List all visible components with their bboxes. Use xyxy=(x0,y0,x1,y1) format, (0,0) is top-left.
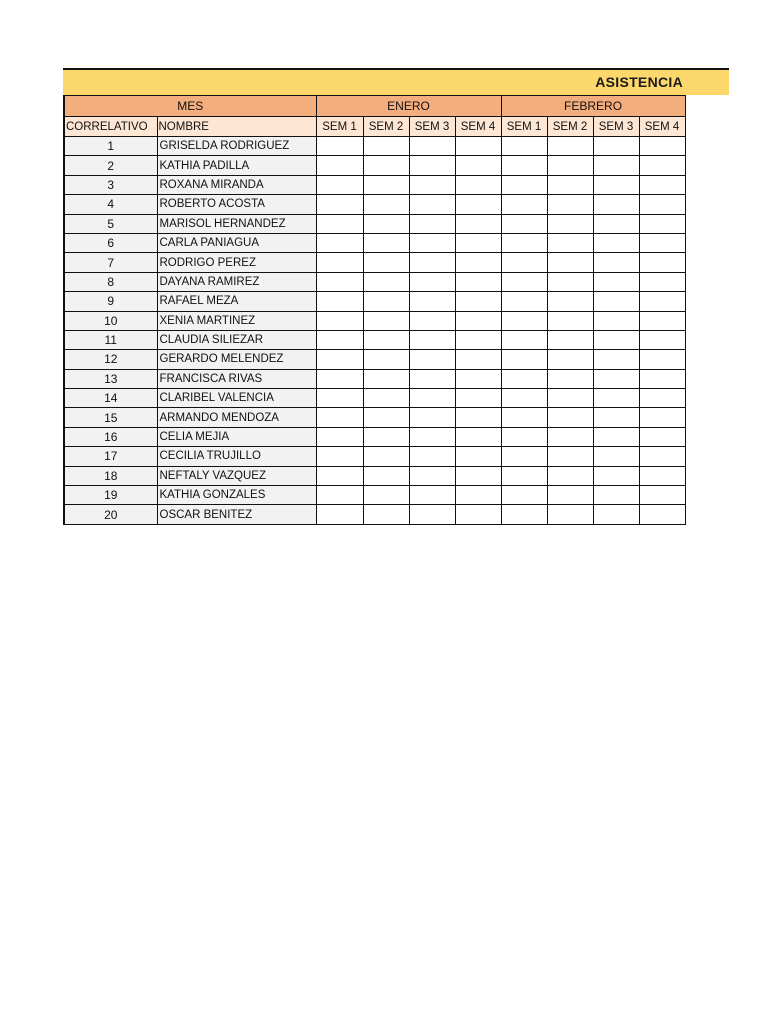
attendance-cell[interactable] xyxy=(593,292,639,311)
attendance-table xyxy=(63,95,686,525)
attendance-cell[interactable] xyxy=(363,137,409,156)
attendance-cell[interactable] xyxy=(316,156,363,175)
attendance-cell[interactable] xyxy=(455,408,501,427)
attendance-cell[interactable] xyxy=(316,505,363,524)
week-header[interactable]: SEM 3 xyxy=(409,117,455,137)
attendance-cell[interactable] xyxy=(316,389,363,408)
attendance-cell[interactable] xyxy=(547,408,593,427)
attendance-cell[interactable] xyxy=(409,195,455,214)
attendance-cell[interactable] xyxy=(593,175,639,194)
attendance-cell[interactable] xyxy=(501,486,547,505)
nombre-cell[interactable]: RAFAEL MEZA xyxy=(157,292,316,311)
attendance-cell[interactable] xyxy=(501,195,547,214)
attendance-cell[interactable] xyxy=(501,350,547,369)
nombre-cell[interactable]: CELIA MEJIA xyxy=(157,427,316,446)
attendance-cell[interactable] xyxy=(409,272,455,291)
attendance-cell[interactable] xyxy=(593,214,639,233)
sheet-title: ASISTENCIA xyxy=(595,74,683,90)
attendance-cell[interactable] xyxy=(501,156,547,175)
attendance-cell[interactable] xyxy=(316,447,363,466)
attendance-cell[interactable] xyxy=(547,156,593,175)
correlativo-cell[interactable]: 14 xyxy=(64,389,157,408)
attendance-cell[interactable] xyxy=(639,408,685,427)
attendance-cell[interactable] xyxy=(363,233,409,252)
attendance-cell[interactable] xyxy=(455,195,501,214)
attendance-cell[interactable] xyxy=(409,505,455,524)
attendance-cell[interactable] xyxy=(639,253,685,272)
table-row xyxy=(64,447,685,466)
attendance-cell[interactable] xyxy=(501,427,547,446)
attendance-cell[interactable] xyxy=(501,447,547,466)
table-row xyxy=(64,272,685,291)
table-row xyxy=(64,292,685,311)
attendance-cell[interactable] xyxy=(593,350,639,369)
table-row xyxy=(64,156,685,175)
nombre-cell[interactable]: OSCAR BENITEZ xyxy=(157,505,316,524)
attendance-cell[interactable] xyxy=(363,292,409,311)
nombre-cell[interactable]: KATHIA GONZALES xyxy=(157,486,316,505)
attendance-cell[interactable] xyxy=(547,292,593,311)
attendance-cell[interactable] xyxy=(316,214,363,233)
attendance-cell[interactable] xyxy=(639,330,685,349)
correlativo-cell[interactable]: 3 xyxy=(64,175,157,194)
attendance-cell[interactable] xyxy=(501,466,547,485)
attendance-cell[interactable] xyxy=(409,427,455,446)
attendance-cell[interactable] xyxy=(409,389,455,408)
attendance-cell[interactable] xyxy=(409,253,455,272)
table-row xyxy=(64,369,685,388)
table-row xyxy=(64,466,685,485)
correlativo-cell[interactable]: 8 xyxy=(64,272,157,291)
attendance-cell[interactable] xyxy=(501,137,547,156)
attendance-cell[interactable] xyxy=(316,369,363,388)
attendance-cell[interactable] xyxy=(593,447,639,466)
attendance-cell[interactable] xyxy=(639,137,685,156)
attendance-cell[interactable] xyxy=(639,175,685,194)
week-header[interactable]: SEM 2 xyxy=(547,117,593,137)
attendance-cell[interactable] xyxy=(639,369,685,388)
attendance-cell[interactable] xyxy=(363,253,409,272)
attendance-cell[interactable] xyxy=(593,272,639,291)
attendance-cell[interactable] xyxy=(409,447,455,466)
nombre-cell[interactable]: CLARIBEL VALENCIA xyxy=(157,389,316,408)
attendance-cell[interactable] xyxy=(501,233,547,252)
attendance-cell[interactable] xyxy=(501,175,547,194)
nombre-cell[interactable]: CLAUDIA SILIEZAR xyxy=(157,330,316,349)
correlativo-cell[interactable]: 11 xyxy=(64,330,157,349)
attendance-cell[interactable] xyxy=(316,292,363,311)
correlativo-cell[interactable]: 20 xyxy=(64,505,157,524)
attendance-cell[interactable] xyxy=(455,253,501,272)
month-header-row xyxy=(64,96,685,117)
attendance-cell[interactable] xyxy=(316,408,363,427)
attendance-cell[interactable] xyxy=(363,156,409,175)
attendance-cell[interactable] xyxy=(409,486,455,505)
attendance-cell[interactable] xyxy=(409,156,455,175)
correlativo-cell[interactable]: 10 xyxy=(64,311,157,330)
attendance-cell[interactable] xyxy=(639,311,685,330)
attendance-cell[interactable] xyxy=(316,350,363,369)
attendance-cell[interactable] xyxy=(593,330,639,349)
attendance-cell[interactable] xyxy=(316,311,363,330)
table-row xyxy=(64,486,685,505)
attendance-cell[interactable] xyxy=(593,389,639,408)
attendance-cell[interactable] xyxy=(363,330,409,349)
attendance-cell[interactable] xyxy=(501,292,547,311)
attendance-cell[interactable] xyxy=(501,214,547,233)
attendance-cell[interactable] xyxy=(593,253,639,272)
attendance-cell[interactable] xyxy=(316,272,363,291)
attendance-cell[interactable] xyxy=(316,486,363,505)
correlativo-cell[interactable]: 12 xyxy=(64,350,157,369)
attendance-cell[interactable] xyxy=(547,253,593,272)
week-header[interactable]: SEM 3 xyxy=(593,117,639,137)
week-header[interactable]: SEM 2 xyxy=(363,117,409,137)
attendance-cell[interactable] xyxy=(593,311,639,330)
attendance-cell[interactable] xyxy=(547,214,593,233)
attendance-cell[interactable] xyxy=(455,137,501,156)
attendance-cell[interactable] xyxy=(547,195,593,214)
attendance-cell[interactable] xyxy=(455,350,501,369)
attendance-cell[interactable] xyxy=(455,311,501,330)
nombre-cell[interactable]: FRANCISCA RIVAS xyxy=(157,369,316,388)
nombre-header[interactable]: NOMBRE xyxy=(157,117,316,137)
correlativo-cell[interactable]: 1 xyxy=(64,137,157,156)
attendance-cell[interactable] xyxy=(547,233,593,252)
table-row xyxy=(64,195,685,214)
nombre-cell[interactable]: CECILIA TRUJILLO xyxy=(157,447,316,466)
attendance-cell[interactable] xyxy=(547,447,593,466)
attendance-cell[interactable] xyxy=(316,427,363,446)
attendance-cell[interactable] xyxy=(455,330,501,349)
attendance-cell[interactable] xyxy=(547,369,593,388)
table-row xyxy=(64,253,685,272)
attendance-cell[interactable] xyxy=(639,505,685,524)
nombre-cell[interactable]: RODRIGO PEREZ xyxy=(157,253,316,272)
nombre-cell[interactable]: ROXANA MIRANDA xyxy=(157,175,316,194)
attendance-cell[interactable] xyxy=(639,195,685,214)
attendance-cell[interactable] xyxy=(409,137,455,156)
correlativo-cell[interactable]: 16 xyxy=(64,427,157,446)
correlativo-cell[interactable]: 9 xyxy=(64,292,157,311)
attendance-cell[interactable] xyxy=(316,137,363,156)
nombre-cell[interactable]: MARISOL HERNANDEZ xyxy=(157,214,316,233)
attendance-cell[interactable] xyxy=(455,156,501,175)
attendance-cell[interactable] xyxy=(547,175,593,194)
attendance-cell[interactable] xyxy=(547,389,593,408)
correlativo-cell[interactable]: 4 xyxy=(64,195,157,214)
attendance-cell[interactable] xyxy=(639,272,685,291)
attendance-cell[interactable] xyxy=(409,214,455,233)
attendance-cell[interactable] xyxy=(501,408,547,427)
week-header[interactable]: SEM 4 xyxy=(639,117,685,137)
attendance-cell[interactable] xyxy=(363,505,409,524)
correlativo-cell[interactable]: 13 xyxy=(64,369,157,388)
attendance-cell[interactable] xyxy=(455,466,501,485)
week-header[interactable]: SEM 1 xyxy=(316,117,363,137)
attendance-cell[interactable] xyxy=(363,175,409,194)
attendance-cell[interactable] xyxy=(363,214,409,233)
attendance-cell[interactable] xyxy=(455,175,501,194)
attendance-cell[interactable] xyxy=(455,447,501,466)
attendance-cell[interactable] xyxy=(316,466,363,485)
table-row xyxy=(64,330,685,349)
attendance-cell[interactable] xyxy=(363,447,409,466)
attendance-cell[interactable] xyxy=(316,330,363,349)
attendance-cell[interactable] xyxy=(547,311,593,330)
table-row xyxy=(64,408,685,427)
week-header[interactable]: SEM 1 xyxy=(501,117,547,137)
table-row xyxy=(64,427,685,446)
attendance-cell[interactable] xyxy=(455,486,501,505)
attendance-cell[interactable] xyxy=(409,369,455,388)
attendance-cell[interactable] xyxy=(501,389,547,408)
attendance-cell[interactable] xyxy=(409,466,455,485)
attendance-cell[interactable] xyxy=(501,311,547,330)
attendance-cell[interactable] xyxy=(547,330,593,349)
attendance-cell[interactable] xyxy=(363,427,409,446)
nombre-cell[interactable]: XENIA MARTINEZ xyxy=(157,311,316,330)
attendance-cell[interactable] xyxy=(501,505,547,524)
attendance-cell[interactable] xyxy=(593,408,639,427)
attendance-cell[interactable] xyxy=(501,272,547,291)
table-row xyxy=(64,389,685,408)
attendance-cell[interactable] xyxy=(363,486,409,505)
attendance-cell[interactable] xyxy=(547,466,593,485)
attendance-cell[interactable] xyxy=(639,447,685,466)
attendance-cell[interactable] xyxy=(547,427,593,446)
attendance-cell[interactable] xyxy=(455,427,501,446)
attendance-cell[interactable] xyxy=(409,311,455,330)
nombre-cell[interactable]: KATHIA PADILLA xyxy=(157,156,316,175)
attendance-cell[interactable] xyxy=(501,253,547,272)
attendance-cell[interactable] xyxy=(455,389,501,408)
mes-header[interactable]: MES xyxy=(64,96,316,117)
attendance-cell[interactable] xyxy=(547,137,593,156)
attendance-cell[interactable] xyxy=(316,233,363,252)
attendance-cell[interactable] xyxy=(363,311,409,330)
attendance-cell[interactable] xyxy=(593,466,639,485)
attendance-cell[interactable] xyxy=(455,214,501,233)
week-header[interactable]: SEM 4 xyxy=(455,117,501,137)
attendance-cell[interactable] xyxy=(593,156,639,175)
attendance-cell[interactable] xyxy=(409,350,455,369)
nombre-cell[interactable]: DAYANA RAMIREZ xyxy=(157,272,316,291)
attendance-cell[interactable] xyxy=(639,292,685,311)
attendance-cell[interactable] xyxy=(547,272,593,291)
attendance-cell[interactable] xyxy=(363,272,409,291)
attendance-cell[interactable] xyxy=(455,292,501,311)
table-row xyxy=(64,214,685,233)
attendance-cell[interactable] xyxy=(639,156,685,175)
table-row xyxy=(64,175,685,194)
correlativo-cell[interactable]: 2 xyxy=(64,156,157,175)
attendance-cell[interactable] xyxy=(639,427,685,446)
attendance-cell[interactable] xyxy=(501,330,547,349)
attendance-cell[interactable] xyxy=(316,253,363,272)
correlativo-cell[interactable]: 5 xyxy=(64,214,157,233)
nombre-cell[interactable]: GERARDO MELENDEZ xyxy=(157,350,316,369)
correlativo-cell[interactable]: 17 xyxy=(64,447,157,466)
attendance-cell[interactable] xyxy=(639,233,685,252)
nombre-cell[interactable]: GRISELDA RODRIGUEZ xyxy=(157,137,316,156)
attendance-cell[interactable] xyxy=(593,427,639,446)
attendance-cell[interactable] xyxy=(547,505,593,524)
nombre-cell[interactable]: ROBERTO ACOSTA xyxy=(157,195,316,214)
attendance-cell[interactable] xyxy=(547,350,593,369)
table-row xyxy=(64,233,685,252)
correlativo-cell[interactable]: 7 xyxy=(64,253,157,272)
attendance-cell[interactable] xyxy=(363,389,409,408)
attendance-cell[interactable] xyxy=(639,214,685,233)
table-row xyxy=(64,137,685,156)
correlativo-cell[interactable]: 15 xyxy=(64,408,157,427)
attendance-cell[interactable] xyxy=(593,233,639,252)
nombre-cell[interactable]: CARLA PANIAGUA xyxy=(157,233,316,252)
attendance-cell[interactable] xyxy=(593,369,639,388)
attendance-cell[interactable] xyxy=(593,137,639,156)
attendance-cell[interactable] xyxy=(593,486,639,505)
attendance-cell[interactable] xyxy=(363,466,409,485)
attendance-cell[interactable] xyxy=(639,466,685,485)
attendance-cell[interactable] xyxy=(639,350,685,369)
correlativo-cell[interactable]: 18 xyxy=(64,466,157,485)
attendance-cell[interactable] xyxy=(455,233,501,252)
attendance-cell[interactable] xyxy=(639,486,685,505)
attendance-cell[interactable] xyxy=(409,408,455,427)
attendance-cell[interactable] xyxy=(455,505,501,524)
correlativo-header[interactable]: CORRELATIVO xyxy=(64,117,157,137)
week-header-row xyxy=(64,117,685,137)
table-row xyxy=(64,311,685,330)
table-row xyxy=(64,505,685,524)
nombre-cell[interactable]: NEFTALY VAZQUEZ xyxy=(157,466,316,485)
attendance-cell[interactable] xyxy=(316,195,363,214)
table-row xyxy=(64,350,685,369)
month-header-enero[interactable]: ENERO xyxy=(316,96,501,117)
attendance-cell[interactable] xyxy=(409,292,455,311)
attendance-cell[interactable] xyxy=(363,408,409,427)
attendance-cell[interactable] xyxy=(409,233,455,252)
attendance-cell[interactable] xyxy=(501,369,547,388)
attendance-cell[interactable] xyxy=(363,369,409,388)
attendance-cell[interactable] xyxy=(593,505,639,524)
correlativo-cell[interactable]: 19 xyxy=(64,486,157,505)
attendance-cell[interactable] xyxy=(639,389,685,408)
attendance-cell[interactable] xyxy=(455,272,501,291)
attendance-cell[interactable] xyxy=(363,195,409,214)
attendance-cell[interactable] xyxy=(547,486,593,505)
nombre-cell[interactable]: ARMANDO MENDOZA xyxy=(157,408,316,427)
correlativo-cell[interactable]: 6 xyxy=(64,233,157,252)
sheet-title-bar xyxy=(63,68,729,95)
attendance-cell[interactable] xyxy=(316,175,363,194)
attendance-cell[interactable] xyxy=(363,350,409,369)
attendance-cell[interactable] xyxy=(409,175,455,194)
month-header-febrero[interactable]: FEBRERO xyxy=(501,96,685,117)
attendance-cell[interactable] xyxy=(593,195,639,214)
attendance-cell[interactable] xyxy=(455,369,501,388)
attendance-cell[interactable] xyxy=(409,330,455,349)
